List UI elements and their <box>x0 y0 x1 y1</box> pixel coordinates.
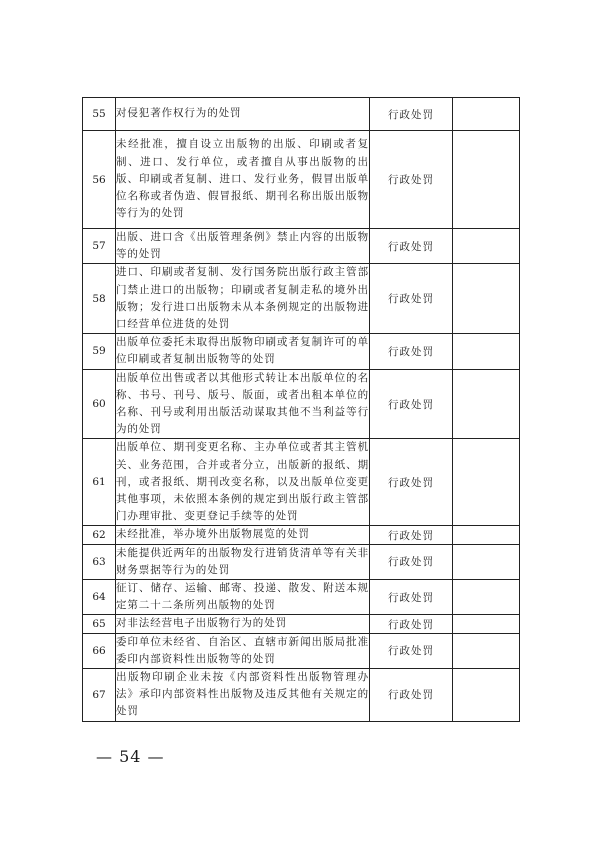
row-empty-cell <box>453 131 520 229</box>
row-description: 出版单位委托未取得出版物印刷或者复制许可的单位印刷或者复制出版物等的处罚 <box>116 334 370 369</box>
table-row <box>83 264 520 334</box>
row-category: 行政处罚 <box>370 633 453 668</box>
row-number: 57 <box>83 229 116 264</box>
row-number: 66 <box>83 633 116 668</box>
row-empty-cell <box>453 98 520 131</box>
row-empty-cell <box>453 544 520 579</box>
table-row <box>83 526 520 544</box>
row-description: 对侵犯著作权行为的处罚 <box>116 98 370 131</box>
row-empty-cell <box>453 633 520 668</box>
table-row <box>83 580 520 615</box>
row-category: 行政处罚 <box>370 669 453 722</box>
row-description: 出版单位出售或者以其他形式转让本出版单位的名称、书号、刊号、版号、版面，或者出租本单位的名称、刊号或利用出版活动谋取其他不当利益等行为的处罚 <box>116 369 370 439</box>
row-description: 征订、储存、运输、邮寄、投递、散发、附送本规定第二十二条所列出版物的处罚 <box>116 580 370 615</box>
penalty-table <box>82 97 520 722</box>
row-description: 未经批准，举办境外出版物展览的处罚 <box>116 526 370 544</box>
row-description: 委印单位未经省、自治区、直辖市新闻出版局批准委印内部资料性出版物等的处罚 <box>116 633 370 668</box>
row-category: 行政处罚 <box>370 334 453 369</box>
row-description: 未能提供近两年的出版物发行进销货清单等有关非财务票据等行为的处罚 <box>116 544 370 579</box>
row-empty-cell <box>453 229 520 264</box>
row-number: 65 <box>83 615 116 633</box>
row-description: 对非法经营电子出版物行为的处罚 <box>116 615 370 633</box>
table-row <box>83 131 520 229</box>
row-category: 行政处罚 <box>370 615 453 633</box>
row-number: 64 <box>83 580 116 615</box>
table-row <box>83 669 520 722</box>
table-row <box>83 544 520 579</box>
row-empty-cell <box>453 334 520 369</box>
row-description: 出版物印刷企业未按《内部资料性出版物管理办法》承印内部资料性出版物及违反其他有关规定的处罚 <box>116 669 370 722</box>
table-row <box>83 229 520 264</box>
row-number: 60 <box>83 369 116 439</box>
row-description: 出版、进口含《出版管理条例》禁止内容的出版物等的处罚 <box>116 229 370 264</box>
row-empty-cell <box>453 369 520 439</box>
table-row <box>83 334 520 369</box>
row-number: 58 <box>83 264 116 334</box>
row-number: 55 <box>83 98 116 131</box>
page-number: — 54 — <box>96 747 165 766</box>
row-empty-cell <box>453 580 520 615</box>
row-number: 63 <box>83 544 116 579</box>
row-number: 59 <box>83 334 116 369</box>
row-category: 行政处罚 <box>370 526 453 544</box>
row-empty-cell <box>453 439 520 526</box>
row-category: 行政处罚 <box>370 229 453 264</box>
row-category: 行政处罚 <box>370 264 453 334</box>
table-row <box>83 633 520 668</box>
row-description: 进口、印刷或者复制、发行国务院出版行政主管部门禁止进口的出版物；印刷或者复制走私的境外出版物；发行进口出版物未从本条例规定的出版物进口经营单位进货的处罚 <box>116 264 370 334</box>
row-category: 行政处罚 <box>370 369 453 439</box>
row-description: 未经批准，擅自设立出版物的出版、印刷或者复制、进口、发行单位，或者擅自从事出版物的出版、印刷或者复制、进口、发行业务，假冒出版单位名称或者伪造、假冒报纸、期刊名称出版出版物等行为的处罚 <box>116 131 370 229</box>
row-description: 出版单位、期刊变更名称、主办单位或者其主管机关、业务范围，合并或者分立，出版新的报纸、期刊，或者报纸、期刊改变名称，以及出版单位变更其他事项，未依照本条例的规定到出版行政主管部门办理审批、变更登记手续等的处罚 <box>116 439 370 526</box>
table-row <box>83 439 520 526</box>
row-category: 行政处罚 <box>370 131 453 229</box>
table-row <box>83 369 520 439</box>
row-category: 行政处罚 <box>370 544 453 579</box>
row-category: 行政处罚 <box>370 580 453 615</box>
row-number: 62 <box>83 526 116 544</box>
row-empty-cell <box>453 669 520 722</box>
table-row <box>83 98 520 131</box>
row-empty-cell <box>453 526 520 544</box>
row-empty-cell <box>453 615 520 633</box>
row-number: 61 <box>83 439 116 526</box>
row-category: 行政处罚 <box>370 98 453 131</box>
penalty-table-body <box>83 98 520 722</box>
row-number: 56 <box>83 131 116 229</box>
row-empty-cell <box>453 264 520 334</box>
row-number: 67 <box>83 669 116 722</box>
row-category: 行政处罚 <box>370 439 453 526</box>
table-row <box>83 615 520 633</box>
